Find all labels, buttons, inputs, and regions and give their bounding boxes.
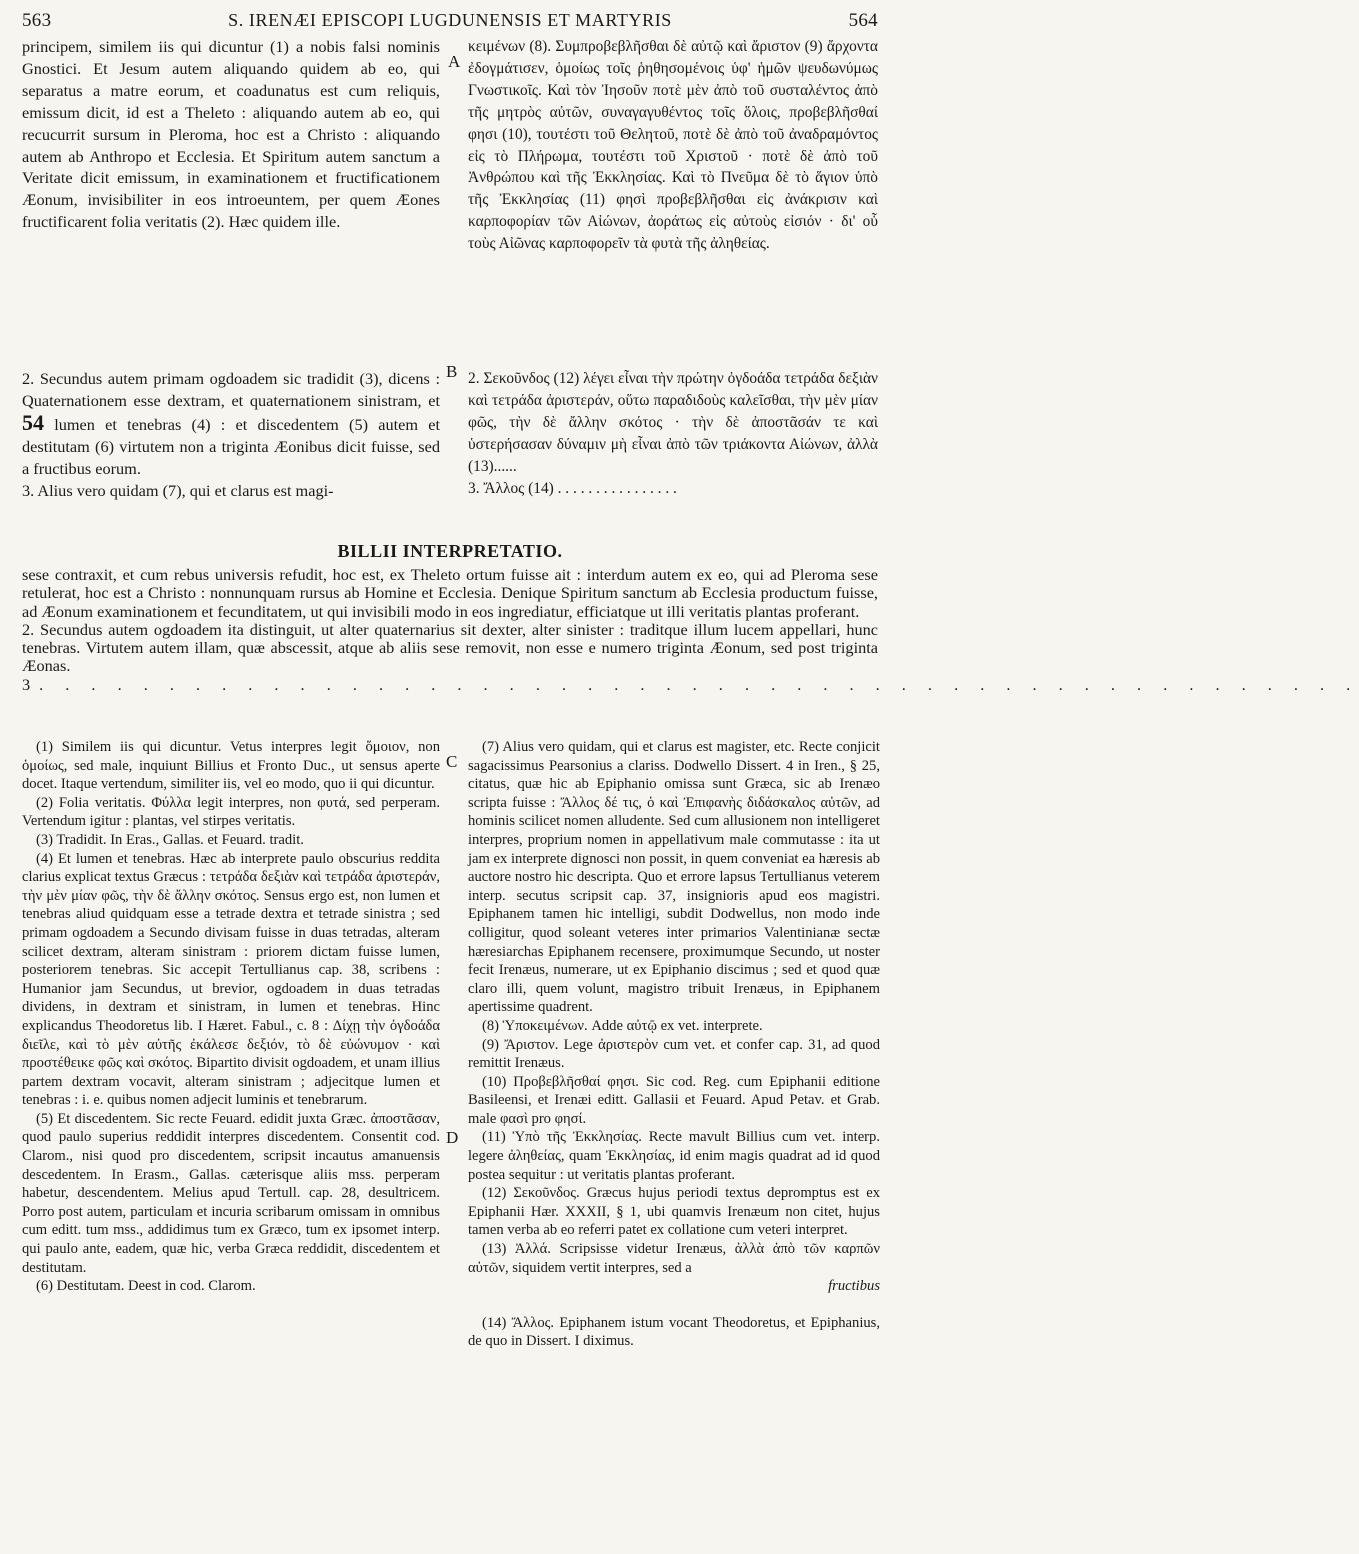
footnote-9: (9) Ἄριστον. Lege ἀριστερὸν cum vet. et confer cap. 31, ad quod remittit Irenæus. — [468, 1036, 880, 1072]
footnote-11: (11) Ὑπὸ τῆς Ἐκκλησίας. Recte mavult Billius cum vet. interp. legere ἀληθείας, quam Ἐκκλησίας, id enim magis quadrat ad id quod postea sequitur : ut veritatis plantas proferant. — [468, 1129, 880, 1183]
footnotes-right — [468, 738, 880, 1351]
latin-paragraph-3: 3. Alius vero quidam (7), qui et clarus est magi- — [22, 480, 334, 500]
latin-paragraph-2: 2. Secundus autem primam ogdoadem sic tradidit (3), dicens : Quaternationem esse dextram, et quaternationem sinistram, et 54 lumen et tenebras (4) : et discedentem (5) autem et destitutam (6) virtutem non a triginta Æonibus dicit fuisse, sed a fructibus eorum. — [22, 369, 440, 478]
running-header — [22, 10, 878, 34]
footnote-1: (1) Similem iis qui dicuntur. Vetus interpres legit ὅμοιον, non ὁμοίως, sed male, inquiunt Billius et Fronto Duc., ut sensus aperte docet. Itaque vertendum, similiter iis, vel eo modo, quo ii qui dicuntur. — [22, 739, 440, 793]
running-title: S. IRENÆI EPISCOPI LUGDUNENSIS ET MARTYRIS — [228, 10, 672, 30]
greek-paragraph-1: κειμένων (8). Συμπροβεβλῆσθαι δὲ αὐτῷ καὶ ἄριστον (9) ἄρχοντα ἐδογμάτισεν, ὁμοίως τοῖς ῥηθησομένοις ὑφ' ἡμῶν ψευδωνύμως Γνωστικοῖς. Καὶ τὸν Ἰησοῦν ποτὲ μὲν ἀπὸ τοῦ συσταλέντος ἀπὸ τῆς μητρὸς αὐτῶν, συναγαγυθέντος τοῖς ὅλοις, προβεβλῆσθαί φησι (10), τουτέστι τοῦ Θελητοῦ, ποτὲ δὲ ἀπὸ τοῦ ἀναδραμόντος εἰς τὸ Πλήρωμα, τουτέστι τοῦ Χριστοῦ · ποτὲ δὲ ἀπὸ τοῦ Ἀνθρώπου καὶ τῆς Ἐκκλησίας. Καὶ τὸ Πνεῦμα δὲ τὸ ἅγιον ὑπὸ τῆς Ἐκκλησίας (11) φησὶ προβεβλῆσθαι εἰς ἀνάκρισιν καὶ καρποφορίαν τῶν Αἰώνων, ἀοράτως εἰς αὐτοὺς εἰσιόν · δι' οὗ τοὺς Αἰῶνας καρποφορεῖν τὰ φυτὰ τῆς ἀληθείας. — [468, 38, 878, 253]
greek-paragraph-3: 3. Ἄλλος (14) . . . . . . . . . . . . . . . . — [468, 479, 677, 497]
footnotes-left — [22, 738, 440, 1296]
footnote-4: (4) Et lumen et tenebras. Hæc ab interprete paulo obscurius reddita clarius explicat textus Græcus : τετράδα δεξιὰν καὶ τετράδα ἀριστεράν, τὴν μὲν μίαν φῶς, τὴν δὲ ἄλλην σκότος. Sensus ergo est, non lumen et tenebras aliud quidquam esse a tetrade dextra et tetrade sinistra ; sed primam ogdoadem a Secundo divisam fuisse in duas tetradas, alteram scilicet dextram, alteram sinistram : priorem dictam fuisse lumen, posteriorem tenebras. Sic accepit Tertullianus cap. 38, scribens : Humanior jam Secundus, ut brevior, ogdoadem in duas tetradas dividens, in dextram et sinistram, in lumen et tenebras. Hinc explicandus Theodoretus lib. I Hæret. Fabul., c. 8 : Δίχῃ τὴν ὀγδοάδα διεῖλε, καὶ τὸ μὲν αὐτῆς ἐκάλεσε δεξιόν, τὸ δὲ εὐώνυμον · καὶ προστέθεικε φῶς καὶ σκότος. Bipartito divisit ogdoadem, et unam illius partem dextram vocavit, alteram sinistram ; adjecitque lumen et tenebras : i. e. quibus nomen adjecit luminis et tenebrarum. — [22, 850, 440, 1109]
footnote-8: (8) Ὑποκειμένων. Adde αὐτῷ ex vet. interprete. — [482, 1017, 763, 1034]
footnote-2: (2) Folia veritatis. Φύλλα legit interpres, non φυτά, sed perperam. Vertendum igitur : plantas, vel stirpes veritatis. — [22, 794, 440, 830]
margin-letter-d: D — [446, 1128, 459, 1147]
margin-letter-a: A — [448, 52, 461, 71]
page-number-left: 563 — [22, 10, 52, 31]
latin-paragraph-1: principem, similem iis qui dicuntur (1) a nobis falsi nominis Gnostici. Et Jesum autem aliquando quidem ab eo, qui separatus a matre eorum, et coadunatus est cum reliquis, emissum dicit, id est a Theleto : aliquando autem ab eo, qui recucurrit sursum in Pleroma, hoc est a Christo : aliquando autem ab Anthropo et Ecclesia. Et Spiritum autem sanctum a Veritate dicit emissum, in examinationem et fructificationem Æonum, invisibiliter in eos introeuntem, per quem Æones fructificarent folia veritatis (2). Hæc quidem ille. — [22, 37, 440, 232]
footnote-13: (13) Ἀλλά. Scripsisse videtur Irenæus, ἀλλὰ ἀπὸ τῶν καρπῶν αὐτῶν, siquidem vertit interpres, sed a — [468, 1241, 880, 1276]
greek-column-part-1 — [468, 36, 878, 255]
footnote-5: (5) Et discedentem. Sic recte Feuard. edidit juxta Græc. ἀποστᾶσαν, quod paulo superius reddidit interpres discedentem. Consentit cod. Clarom., nisi quod pro discedentem, scripsit incautus amanuensis descedentem. In Erasm., Gallas. cæterisque aliis mss. perperam habetur, descendentem. Melius apud Tertull. cap. 28, desultricem. Porro post autem, particulam et incuria scribarum omissam in omnibus cum editt. tum mss., addidimus tum ex Græco, tum ex ipsomet interp. qui paulo ante, eadem, quæ hic, verba Græca reddidit, discedentem et destitutam. — [22, 1110, 440, 1276]
billii-title: BILLII INTERPRETATIO. — [337, 541, 563, 561]
greek-paragraph-2: 2. Σεκοῦνδος (12) λέγει εἶναι τὴν πρώτην ὀγδοάδα τετράδα δεξιὰν καὶ τετράδα ἀριστεράν, οὕτω παραδιδοὺς καλεῖσθαι, τὴν μὲν μίαν φῶς, τὴν δὲ ἄλλην σκότος · τὴν δὲ ἀποστᾶσάν τε καὶ ὑστερήσασαν δύναμιν μὴ εἶναι ἀπὸ τῶν τριάκοντα Αἰώνων, ἀλλὰ (13)...... — [468, 370, 878, 475]
latin-column-part-1 — [22, 36, 440, 233]
page-number-right: 564 — [848, 10, 878, 31]
billii-paragraph-1: sese contraxit, et cum rebus universis refudit, hoc est, ex Theleto ortum fuisse ait : interdum autem ex eo, qui ad Pleroma sese retulerat, hoc est a Christo : nonnunquam rursus ab Homine et Ecclesia. Denique Spiritum sanctum ab Ecclesia productum fuisse, ad Æonum examinationem et fecunditatem, ut qui invisibili modo in eos ingrediatur, efficiatque ut illi veritatis plantas proferant. — [22, 565, 878, 621]
footnote-3: (3) Tradidit. In Eras., Gallas. et Feuard. tradit. — [36, 831, 304, 848]
margin-letter-c: C — [446, 752, 458, 771]
latin-column-part-2 — [22, 368, 440, 501]
billii-paragraph-2: 2. Secundus autem ogdoadem ita distinguit, ut alter quaternarius sit dexter, alter sinister : traditque illum lucem appellari, hunc tenebras. Virtutem autem illam, quæ abscessit, atque ab aliis sese removit, non esse e numero triginta Æonum, sed post triginta Æonas. — [22, 619, 878, 676]
greek-column-part-2 — [468, 368, 878, 499]
margin-letter-b: B — [446, 362, 458, 381]
billii-paragraph-3: 3. . . . . . . . . . . . . . . . . . . . . . . . . . . . . . . . . . . . . . . . . . . . . . . . . . . — [22, 674, 1359, 694]
footnote-10: (10) Προβεβλῆσθαί φησι. Sic cod. Reg. cum Epiphanii editione Basileensi, et Irenæi editt. Gallasii et Feuard. Apud Petav. et Grab. male φασὶ pro φησί. — [468, 1073, 880, 1127]
billii-interpretatio — [22, 565, 1359, 694]
footnote-12: (12) Σεκοῦνδος. Græcus hujus periodi textus depromptus est ex Epiphanii Hær. XXXII, § 1, ubi quamvis Irenæum non citet, hujus tamen verba ab eo referri patet ex collatione cum veteri interpret. — [468, 1185, 880, 1239]
section-number-54: 54 — [22, 409, 44, 435]
footnote-6: (6) Destitutam. Deest in cod. Clarom. — [36, 1278, 256, 1295]
footnote-7: (7) Alius vero quidam, qui et clarus est magister, etc. Recte conjicit sagacissimus Pearsonius a clariss. Dodwello Dissert. 4 in Iren., § 25, citatus, quæ hic ab Epiphanio omissa sunt Græca, sic ab Irenæo scripta fuisse : Ἄλλος δέ τις, ὁ καὶ Ἐπιφανὴς διδάσκαλος αὐτῶν, ad hominis scilicet nomen alludente. Sed cum allusionem non intelligeret interpres, proprium nomen in appellativum male commutasse : ita ut jam ex interprete dignosci non possit, in quem conveniat ea hæresis ab auctore nostro hic descripta. Quo et errore lapsus Tertullianus veterem interp. secutus scripsit cap. 37, insignioris apud eos magistri. Epiphanem tamen hic intelligi, subdit Dodwellus, non modo inde colligitur, quod soleant veteres inter primarios Valentinianæ sectæ hæresiarchas Epiphanem recensere, proximumque Secundo, ut noster fecit Irenæus, numerare, ut ex Epiphanio discimus ; sed et quod quæ claro illi, quem volunt, magistro tribuit Irenæus, in Epiphanem apertissime quadrent. — [468, 739, 880, 1016]
footnote-14: (14) Ἄλλος. Epiphanem istum vocant Theodoretus, et Epiphanius, de quo in Dissert. I diximus. — [468, 1314, 880, 1350]
footnote-13-continuation: fructibus — [828, 1278, 880, 1295]
